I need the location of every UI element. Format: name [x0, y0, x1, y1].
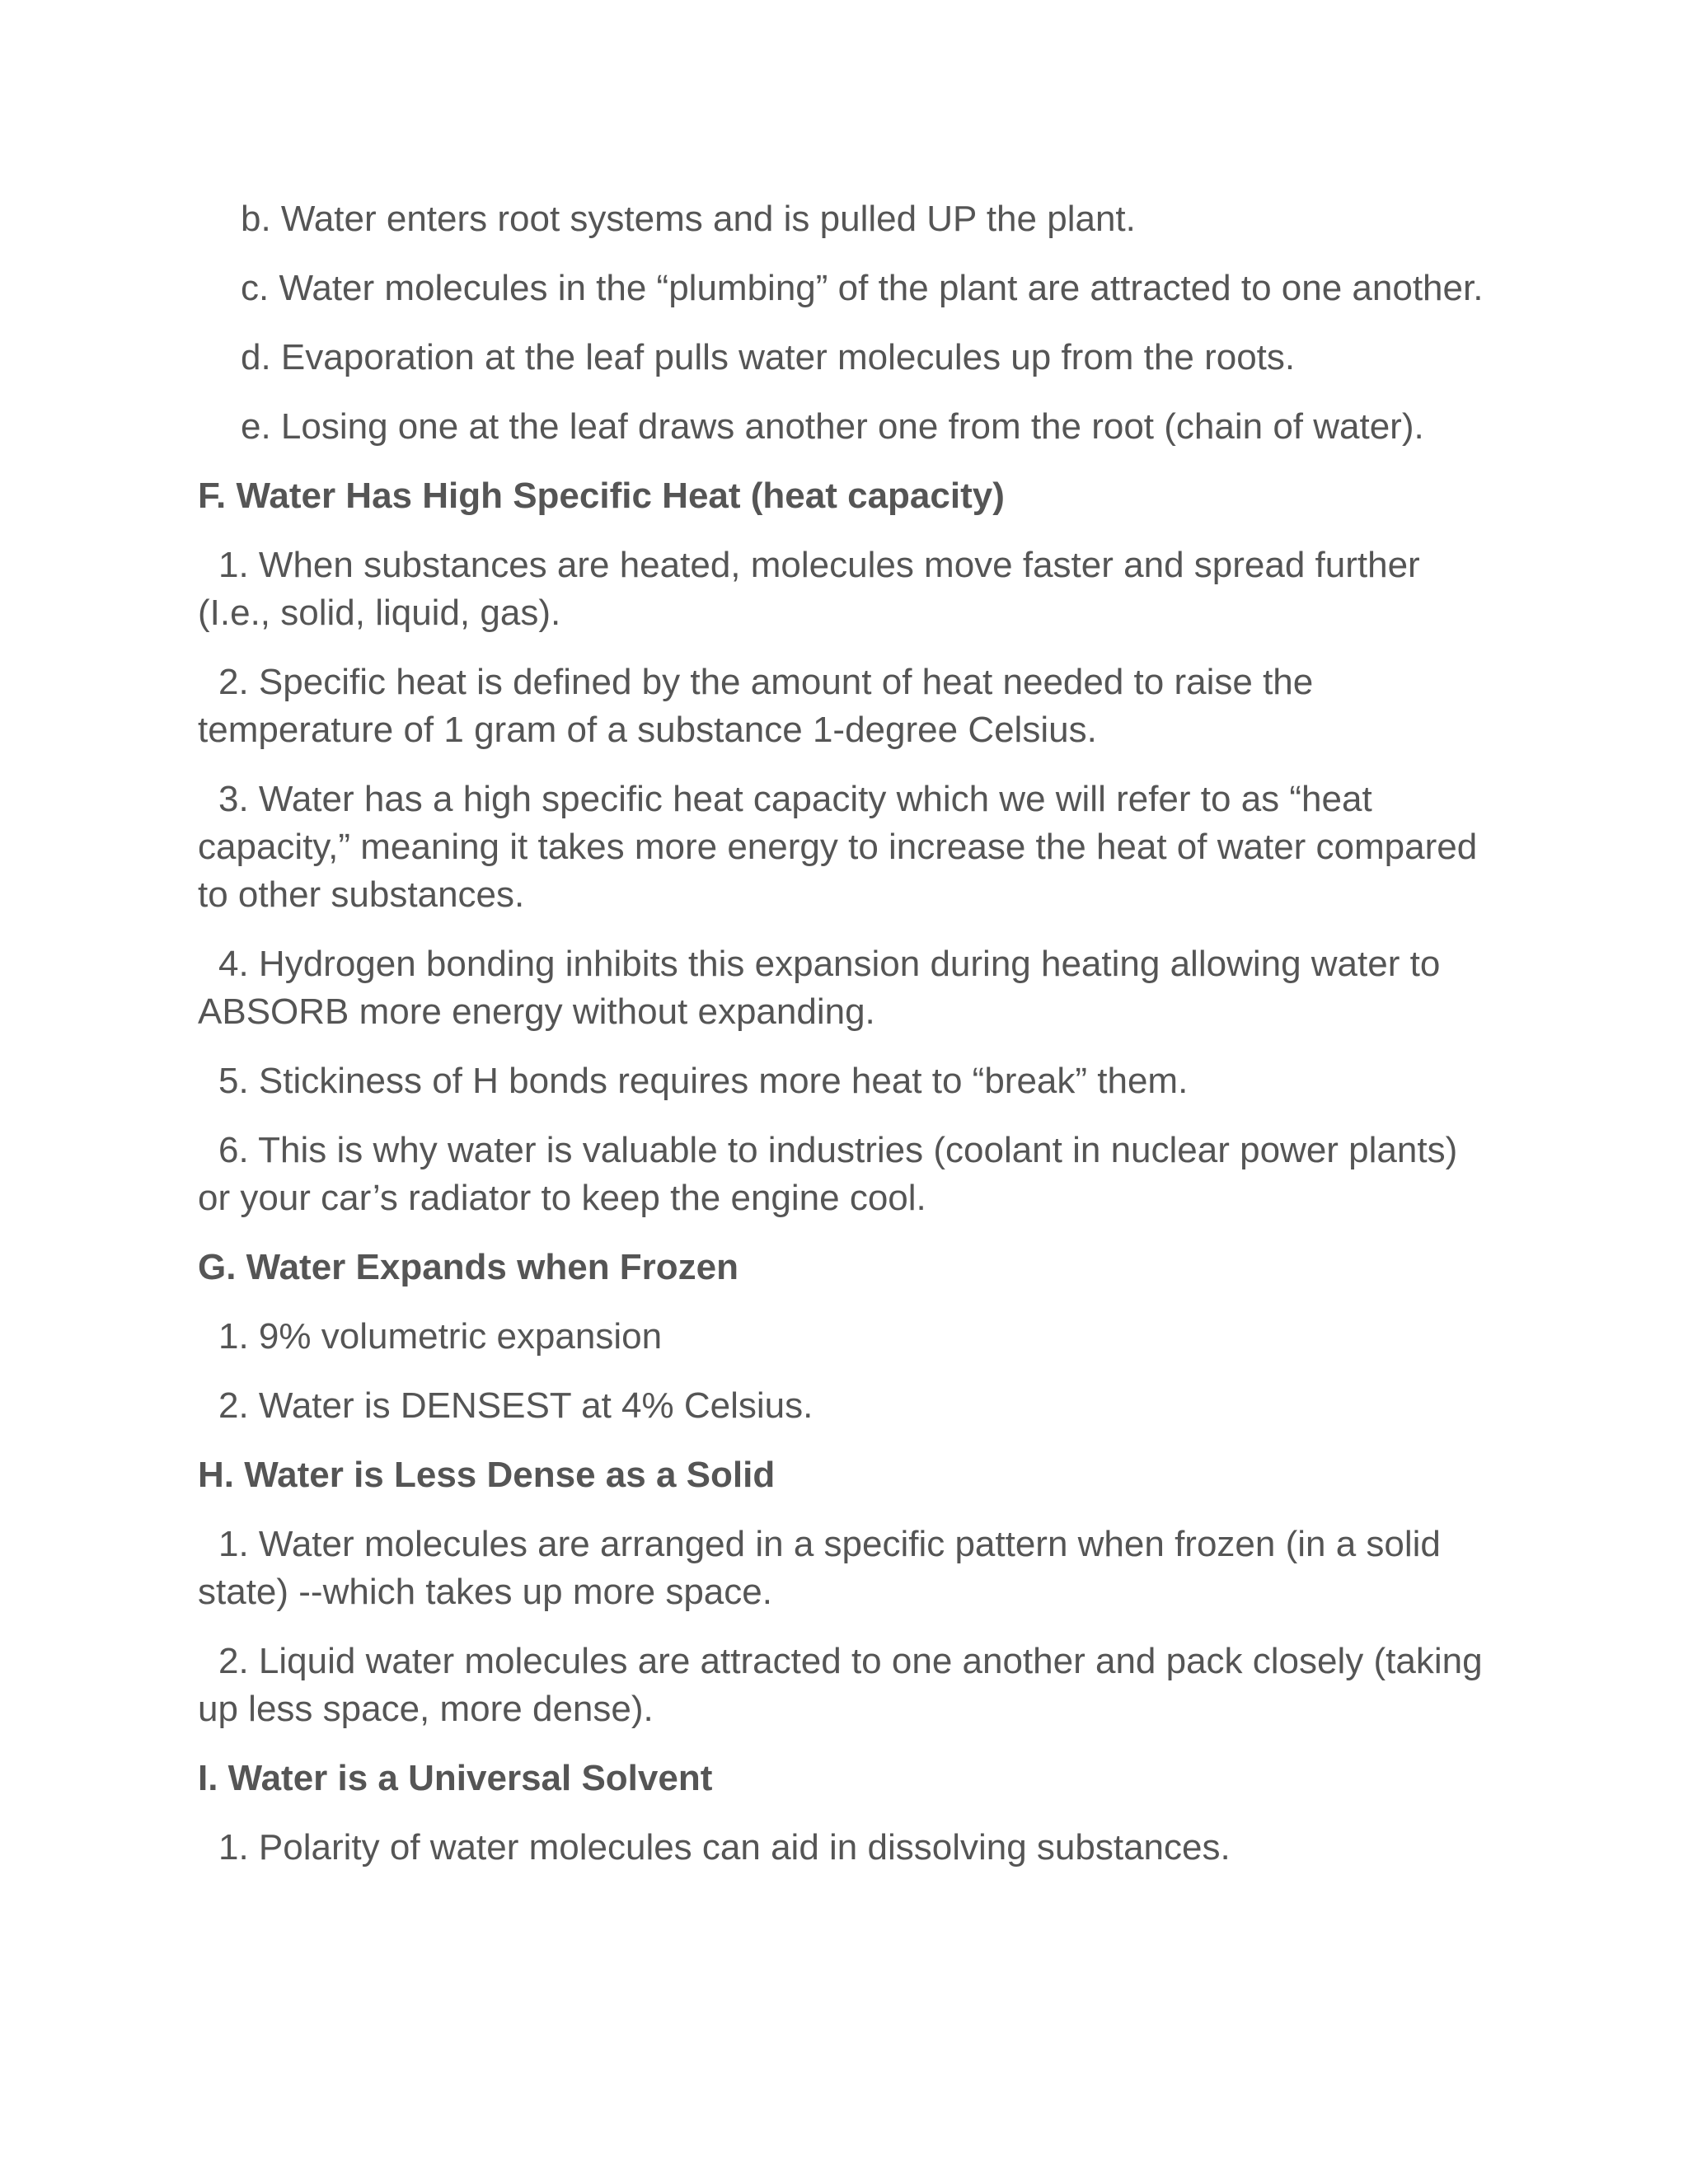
- list-item: 6. This is why water is valuable to industries (coolant in nuclear power plants) or your car’s radiator to keep the engine cool.: [198, 1130, 1458, 1218]
- list-item: 2. Specific heat is defined by the amount of heat needed to raise the temperature of 1 gram of a substance 1-degree Celsius.: [198, 662, 1314, 750]
- list-item: 2. Liquid water molecules are attracted to one another and pack closely (taking up less space, more dense).: [198, 1641, 1483, 1729]
- document-page: [198, 195, 1484, 1893]
- section-heading: I. Water is a Universal Solvent: [198, 1758, 713, 1798]
- list-item: 1. When substances are heated, molecules move faster and spread further (I.e., solid, liquid, gas).: [198, 545, 1420, 633]
- list-item: b. Water enters root systems and is pulled UP the plant.: [241, 199, 1136, 239]
- section-heading: G. Water Expands when Frozen: [198, 1247, 739, 1287]
- list-item: 4. Hydrogen bonding inhibits this expansion during heating allowing water to ABSORB more energy without expanding.: [198, 944, 1441, 1032]
- list-item: d. Evaporation at the leaf pulls water molecules up from the roots.: [241, 337, 1296, 377]
- list-item: 3. Water has a high specific heat capacity which we will refer to as “heat capacity,” meaning it takes more energy to increase the heat of water compared to other substances.: [198, 779, 1478, 915]
- list-item: 2. Water is DENSEST at 4% Celsius.: [218, 1385, 814, 1426]
- list-item: 1. Water molecules are arranged in a specific pattern when frozen (in a solid state) --which takes up more space.: [198, 1524, 1441, 1612]
- list-item: 1. Polarity of water molecules can aid in dissolving substances.: [218, 1827, 1231, 1868]
- list-item: 1. 9% volumetric expansion: [218, 1316, 663, 1357]
- list-item: c. Water molecules in the “plumbing” of the plant are attracted to one another.: [241, 268, 1484, 308]
- section-heading: H. Water is Less Dense as a Solid: [198, 1455, 776, 1495]
- section-heading: F. Water Has High Specific Heat (heat capacity): [198, 476, 1005, 516]
- list-item: 5. Stickiness of H bonds requires more heat to “break” them.: [218, 1061, 1189, 1101]
- list-item: e. Losing one at the leaf draws another one from the root (chain of water).: [241, 406, 1424, 447]
